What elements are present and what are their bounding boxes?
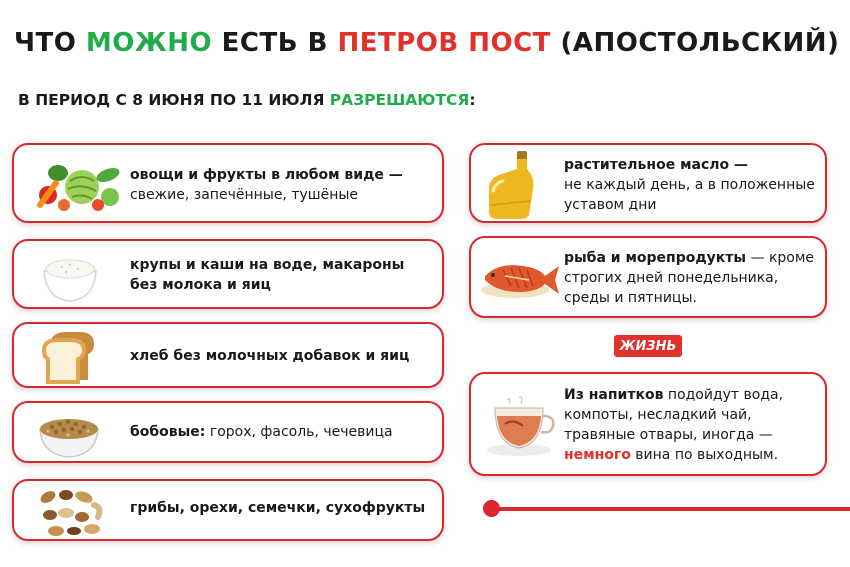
card-vegetables-desc: свежие, запечённые, тушёные [130,187,359,203]
card-drinks-desc-line0: подойдут вода, [663,387,784,403]
card-nuts [12,479,444,541]
card-bread-title: хлеб без молочных добавок и яиц [130,348,410,364]
fish-icon [479,256,561,304]
card-cereals-line1: крупы и каши на воде, макароны [130,257,405,273]
decorative-line [495,507,850,511]
card-oil-title: растительное масло — [564,157,749,173]
card-vegetables-title: овощи и фрукты в любом виде — [130,167,403,183]
card-oil [469,143,827,223]
tea-cup-icon [483,394,555,458]
card-drinks [469,372,827,476]
card-drinks-desc-line2: травяные отвары, иногда — [564,427,773,443]
decorative-dot [483,500,500,517]
card-bread [12,322,444,388]
rice-bowl-icon [40,247,100,305]
card-oil-desc-line2: уставом дни [564,197,657,213]
card-nuts-title: грибы, орехи, семечки, сухофрукты [130,500,426,516]
brand-badge: ЖИЗНЬ [614,335,682,357]
card-drinks-title: Из напитков [564,387,664,403]
vegetables-icon [36,157,126,213]
card-fish-desc-line0: — кроме [746,250,815,266]
card-drinks-desc-line3: вина по выходным. [630,447,779,463]
card-fish-desc-line2: среды и пятницы. [564,290,697,306]
page-subtitle: В ПЕРИОД С 8 ИЮНЯ ПО 11 ИЮЛЯ РАЗРЕШАЮТСЯ: [18,91,476,109]
card-legumes-title: бобовые: [130,424,206,440]
card-cereals [12,239,444,309]
card-fish [469,236,827,318]
card-oil-desc-line1: не каждый день, а в положенные [564,177,815,193]
card-drinks-highlight: немного [564,447,631,463]
card-vegetables [12,143,444,223]
oil-bottle-icon [483,149,537,221]
bread-icon [36,330,100,386]
nuts-icon [36,485,106,539]
card-legumes-desc: горох, фасоль, чечевица [205,424,393,440]
card-drinks-desc-line1: компоты, несладкий чай, [564,407,752,423]
card-fish-title: рыба и морепродукты [564,250,747,266]
beans-bowl-icon [36,407,102,459]
card-legumes [12,401,444,463]
page-title: ЧТО МОЖНО ЕСТЬ В ПЕТРОВ ПОСТ (АПОСТОЛЬСКИЙ) [14,28,840,58]
card-fish-desc-line1: строгих дней понедельника, [564,270,779,286]
card-cereals-line2: без молока и яиц [130,277,271,293]
